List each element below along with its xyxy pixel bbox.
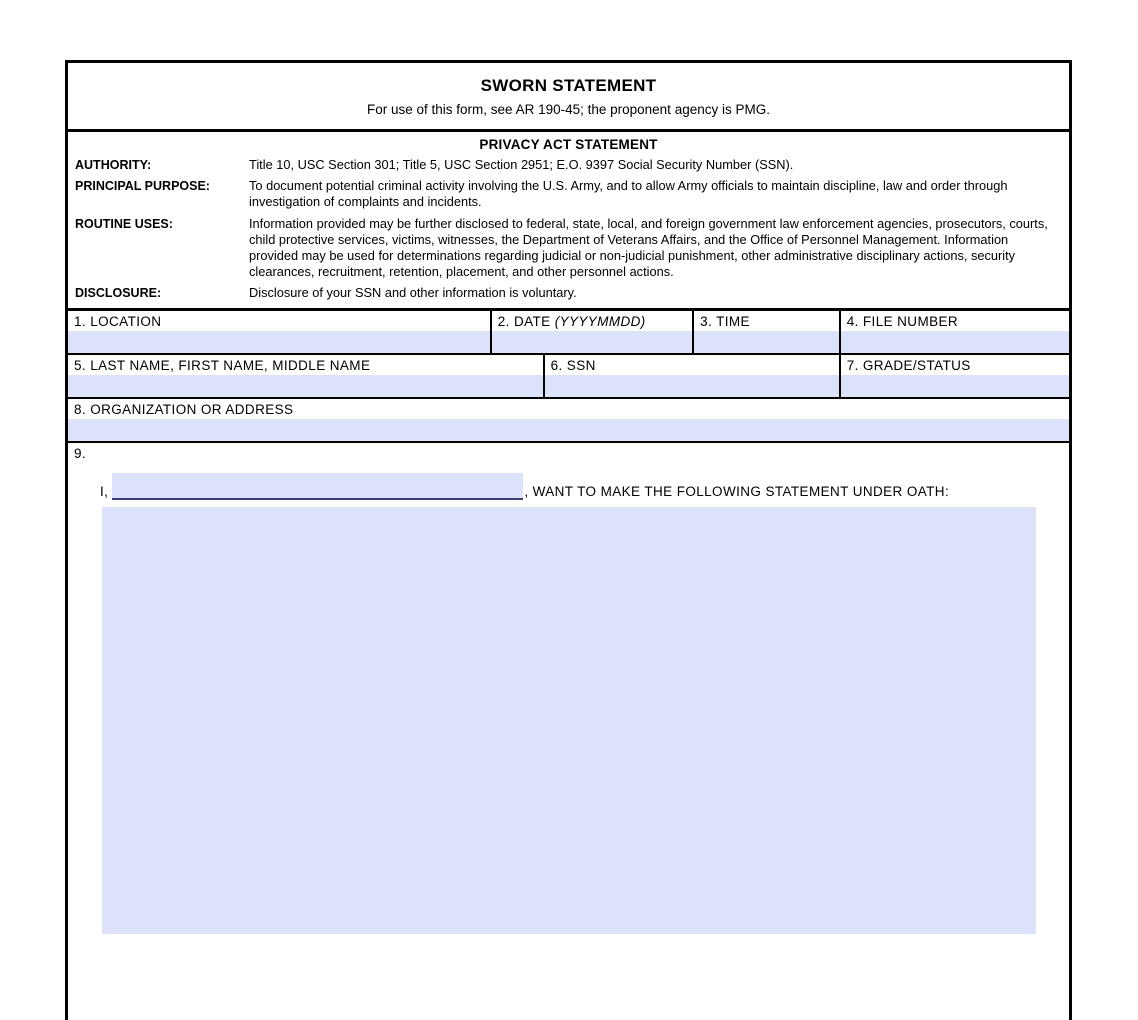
privacy-label-principal-purpose: PRINCIPAL PURPOSE: [75, 179, 210, 194]
oath-line [100, 473, 949, 500]
privacy-label-disclosure: DISCLOSURE: [75, 286, 162, 301]
ssn-input[interactable] [545, 375, 839, 397]
oath-suffix-label: , WANT TO MAKE THE FOLLOWING STATEMENT UNDER OATH: [524, 483, 950, 499]
time-input[interactable] [694, 331, 839, 353]
field-block-statement [68, 443, 1069, 934]
privacy-text-routine-uses: Information provided may be further disclosed to federal, state, local, and foreign government law enforcement agencies, prosecutors, courts, child protective services, victims, witnesses, the Department of Veterans Affairs, and the Office of Personnel Management. Information provided may be used for determinations regarding judicial or non-judicial punishment, other administrative disciplinary actions, security clearances, recruitment, retention, placement, and other personnel actions. [249, 215, 1048, 280]
field-cell-file-number [841, 311, 1069, 353]
statement-textarea[interactable] [102, 507, 1036, 934]
privacy-text-principal-purpose: To document potential criminal activity involving the U.S. Army, and to allow Army officials to maintain discipline, law and order through investigation of complaints and incidents. [249, 178, 1008, 210]
field-label-grade-status: 7. GRADE/STATUS [846, 357, 971, 373]
field-cell-location [68, 311, 492, 353]
field-cell-grade-status [841, 355, 1069, 397]
field-label-date-format: (YYYYMMDD) [554, 313, 646, 329]
field-label-date-text: 2. DATE [497, 313, 555, 329]
field-label-organization: 8. ORGANIZATION OR ADDRESS [74, 401, 294, 417]
field-label-location: 1. LOCATION [74, 313, 162, 329]
privacy-row-principal-purpose [74, 178, 1063, 210]
field-label-file-number: 4. FILE NUMBER [846, 313, 959, 329]
field-row-5-7 [68, 355, 1069, 399]
field-label-time: 3. TIME [700, 313, 750, 329]
privacy-row-disclosure [74, 285, 1063, 301]
privacy-label-authority: AUTHORITY: [75, 158, 152, 172]
field-cell-time [694, 311, 841, 353]
field-cell-organization [68, 399, 1069, 441]
privacy-text-disclosure: Disclosure of your SSN and other information is voluntary. [249, 285, 577, 301]
privacy-act-heading: PRIVACY ACT STATEMENT [479, 137, 658, 152]
form-header [68, 63, 1069, 132]
sworn-statement-form [65, 60, 1072, 1020]
field-label-ssn: 6. SSN [550, 357, 596, 373]
field-cell-date [492, 311, 694, 353]
privacy-row-routine-uses [74, 216, 1063, 281]
field-label-name: 5. LAST NAME, FIRST NAME, MIDDLE NAME [74, 357, 371, 373]
field-row-1-4 [68, 311, 1069, 355]
location-input[interactable] [68, 331, 490, 353]
oath-name-input[interactable] [112, 473, 523, 500]
grade-status-input[interactable] [841, 375, 1069, 397]
field-row-8 [68, 399, 1069, 443]
form-subtitle: For use of this form, see AR 190-45; the proponent agency is PMG. [367, 102, 770, 117]
field-cell-ssn [545, 355, 841, 397]
field-label-date [498, 314, 646, 329]
oath-prefix-label: I, [100, 483, 109, 499]
file-number-input[interactable] [841, 331, 1069, 353]
field-label-statement-number: 9. [74, 445, 87, 461]
organization-input[interactable] [68, 419, 1069, 441]
privacy-act-statement [68, 132, 1069, 311]
page-title: SWORN STATEMENT [480, 76, 657, 95]
field-cell-name [68, 355, 545, 397]
privacy-label-routine-uses: ROUTINE USES: [75, 216, 173, 231]
privacy-row-authority [74, 157, 1063, 173]
name-input[interactable] [68, 375, 543, 397]
date-input[interactable] [492, 331, 692, 353]
privacy-text-authority: Title 10, USC Section 301; Title 5, USC Section 2951; E.O. 9397 Social Security Number (SSN). [249, 157, 794, 172]
